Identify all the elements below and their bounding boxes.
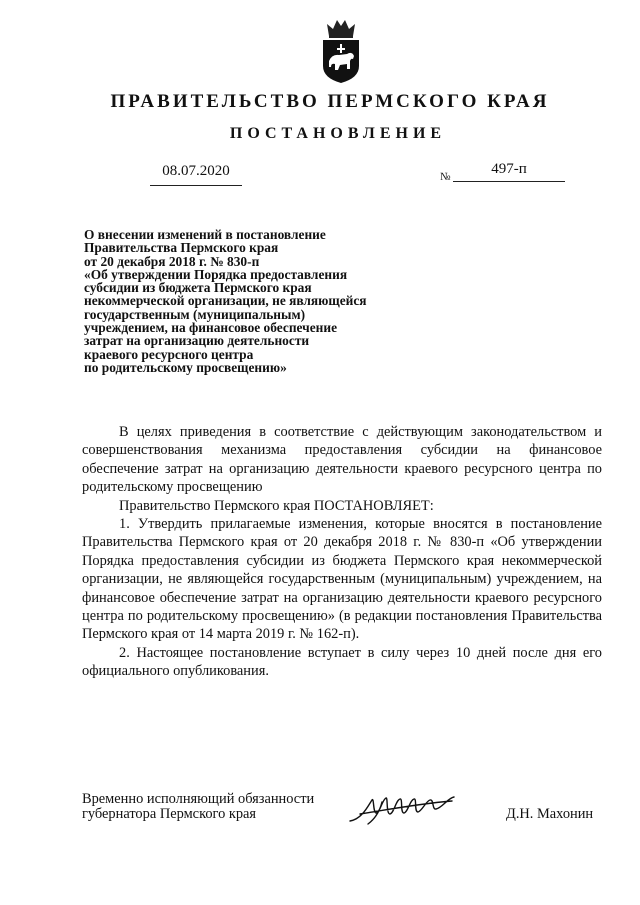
subject-line: субсидии из бюджета Пермского края [84, 280, 312, 296]
preamble-paragraph: В целях приведения в соответствие с действующим законодательством и совершенствования механизма предоставления субсидии на финансовое обеспечение затрат на организацию деятельности краевого ресурсного центра по родительскому просвещению [82, 424, 602, 496]
subject-line: Правительства Пермского края [84, 240, 279, 256]
number-sign: № [440, 171, 451, 183]
subject-line: по родительскому просвещению» [84, 359, 287, 375]
subject-line: затрат на организацию деятельности [84, 333, 310, 349]
signer-title [82, 792, 314, 821]
item-2-paragraph: 2. Настоящее постановление вступает в силу через 10 дней после дня его официального опубликования. [82, 644, 602, 680]
subject-line: О внесении изменений в постановление [84, 227, 326, 242]
signer-title-line: Временно исполняющий обязанности [82, 791, 315, 807]
subject-line: некоммерческой организации, не являющейся [84, 293, 367, 309]
number-underline [453, 181, 565, 182]
signer-title-line: губернатора Пермского края [82, 805, 257, 822]
date-underline [150, 185, 242, 186]
subject-line: учреждением, на финансовое обеспечение [84, 320, 338, 336]
subject-line: государственным (муниципальным) [84, 306, 306, 322]
document-subject [84, 228, 404, 374]
coat-of-arms-icon [320, 14, 362, 84]
document-number: 497-п [491, 161, 527, 177]
resolution-paragraph: Правительство Пермского края ПОСТАНОВЛЯЕТ: [119, 497, 434, 514]
document-body [82, 423, 602, 681]
subject-line: краевого ресурсного центра [84, 346, 254, 362]
subject-line: от 20 декабря 2018 г. № 830-п [84, 253, 260, 269]
item-1-paragraph: 1. Утвердить прилагаемые изменения, которые вносятся в постановление Правительства Пермского края от 20 декабря 2018 г. № 830-п «Об утверждении Порядка предоставления субсидии из бюджета Пермского края некоммерческой организации, не являющейся государственным (муниципальным) учреждением, на финансовое обеспечение затрат на организацию деятельности краевого ресурсного центра по родительскому просвещению» (в редакции постановления Правительства Пермского края от 14 марта 2019 г. № 162-п). [82, 516, 602, 643]
government-title: ПРАВИТЕЛЬСТВО ПЕРМСКОГО КРАЯ [110, 91, 550, 112]
document-date: 08.07.2020 [162, 163, 230, 179]
subject-line: «Об утверждении Порядка предоставления [84, 266, 348, 282]
signer-name: Д.Н. Махонин [506, 806, 594, 822]
document-type: ПОСТАНОВЛЕНИЕ [229, 125, 447, 142]
handwritten-signature-icon [346, 788, 458, 828]
